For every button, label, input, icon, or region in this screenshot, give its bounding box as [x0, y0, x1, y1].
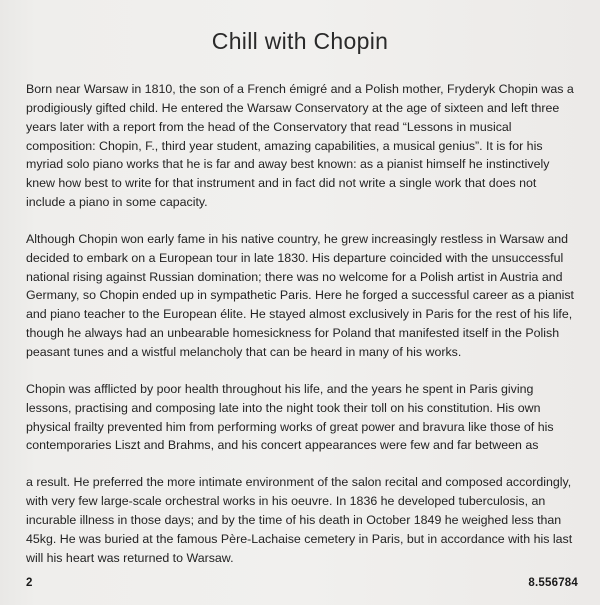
- catalog-number: 8.556784: [528, 577, 578, 589]
- body-text: [26, 80, 578, 567]
- paragraph-3: Chopin was afflicted by poor health throughout his life, and the years he spent in Paris giving lessons, practising and composing late into the night took their toll on his constitution. His own physical frailty prevented him from performing works of great power and bravura like those of his contemporaries Liszt and Brahms, and his concert appearances were few and far between as: [26, 381, 554, 453]
- paragraph-1: Born near Warsaw in 1810, the son of a French émigré and a Polish mother, Fryderyk Chopin was a prodigiously gifted child. He entered the Warsaw Conservatory at the age of sixteen and left three years later with a report from the head of the Conservatory that read “Lessons in musical composition: Chopin, F., third year student, amazing capabilities, a musical genius”. It is for his myriad solo piano works that he is far and away best known: as a pianist himself he instinctively knew how best to write for that instrument and in fact did not write a single work that does not include a piano in some capacity.: [26, 82, 574, 210]
- page-footer: [26, 577, 578, 589]
- page-title: Chill with Chopin: [211, 28, 389, 54]
- page-number: 2: [26, 577, 33, 589]
- paragraph-4: a result. He preferred the more intimate environment of the salon recital and composed accordingly, with very few large-scale orchestral works in his oeuvre. In 1836 he developed tuberculosis, an incurable illness in those days; and by the time of his death in October 1849 he weighed less than 45kg. He was buried at the famous Père-Lachaise cemetery in Paris, but in accordance with his last will his heart was returned to Warsaw.: [26, 475, 573, 565]
- paragraph-2: Although Chopin won early fame in his native country, he grew increasingly restless in Warsaw and decided to embark on a European tour in late 1830. His departure coincided with the unsuccessful national rising against Russian domination; there was no welcome for a Polish artist in Austria and Germany, so Chopin ended up in sympathetic Paris. Here he forged a successful career as a pianist and piano teacher to the European élite. He stayed almost exclusively in Paris for the rest of his life, though he always had an unbearable homesickness for Poland that manifested itself in the Polish peasant tunes and a wistful melancholy that can be heard in many of his works.: [26, 231, 574, 359]
